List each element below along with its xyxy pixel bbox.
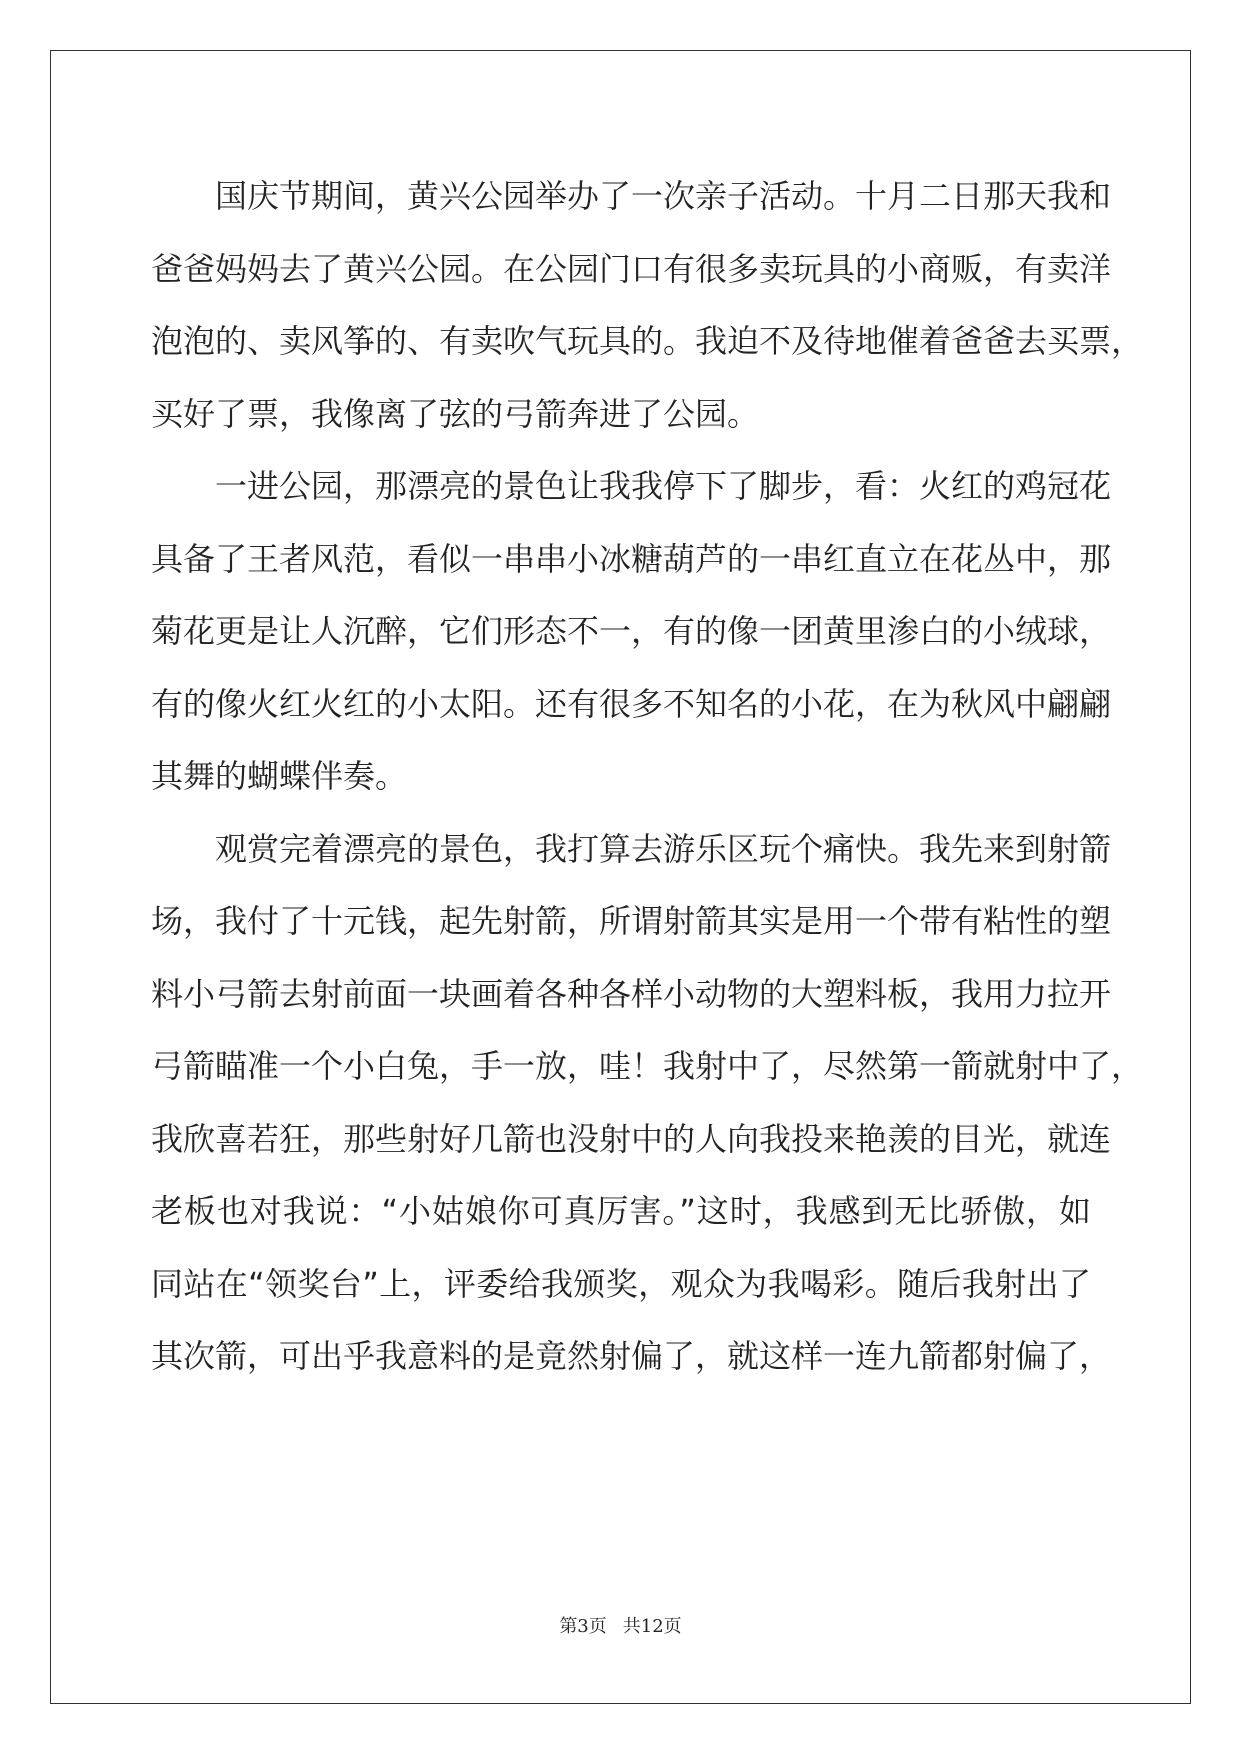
text-line: 菊花更是让人沉醉，它们形态不一，有的像一团黄里渗白的小绒球， [151,612,1112,650]
paragraph [151,813,1144,1393]
paragraph [151,160,1144,450]
text-line: 有的像火红火红的小太阳。还有很多不知名的小花，在为秋风中翩翩 [151,684,1112,723]
text-line: 我欣喜若狂，那些射好几箭也没射中的人向我投来艳羡的目光，就连 [151,1119,1112,1158]
text-line: 国庆节期间，黄兴公园举办了一次亲子活动。十月二日那天我和 [215,177,1112,215]
text-line: 爸爸妈妈去了黄兴公园。在公园门口有很多卖玩具的小商贩，有卖洋 [151,249,1112,288]
text-line: 料小弓箭去射前面一块画着各种各样小动物的大塑料板，我用力拉开 [151,974,1112,1013]
page-total: 共12页 [622,1616,682,1637]
text-line: 买好了票，我像离了弦的弓箭奔进了公园。 [151,394,760,433]
page-number: 第3页 [559,1616,607,1637]
text-line: 泡泡的、卖风筝的、有卖吹气玩具的。我迫不及待地催着爸爸去买票， [151,322,1144,360]
text-line: 同站在“领奖台”上，评委给我颁奖，观众为我喝彩。随后我射出了 [151,1264,1091,1303]
text-line: 其舞的蝴蝶伴奏。 [151,757,408,795]
text-line: 其次箭，可出乎我意料的是竟然射偏了，就这样一连九箭都射偏了， [151,1337,1112,1375]
paragraph [151,450,1112,813]
text-line: 弓箭瞄准一个小白兔，手一放，哇！我射中了，尽然第一箭就射中了， [151,1047,1144,1085]
text-line: 老板也对我说：“小姑娘你可真厉害。”这时，我感到无比骄傲，如 [151,1192,1091,1230]
document-body [151,160,1144,1393]
page-footer [0,1612,1241,1638]
text-line: 一进公园，那漂亮的景色让我我停下了脚步，看：火红的鸡冠花 [215,467,1112,505]
text-line: 观赏完着漂亮的景色，我打算去游乐区玩个痛快。我先来到射箭 [215,829,1112,868]
text-line: 具备了王者风范，看似一串串小冰糖葫芦的一串红直立在花丛中，那 [151,539,1112,578]
text-line: 场，我付了十元钱，起先射箭，所谓射箭其实是用一个带有粘性的塑 [151,902,1112,940]
